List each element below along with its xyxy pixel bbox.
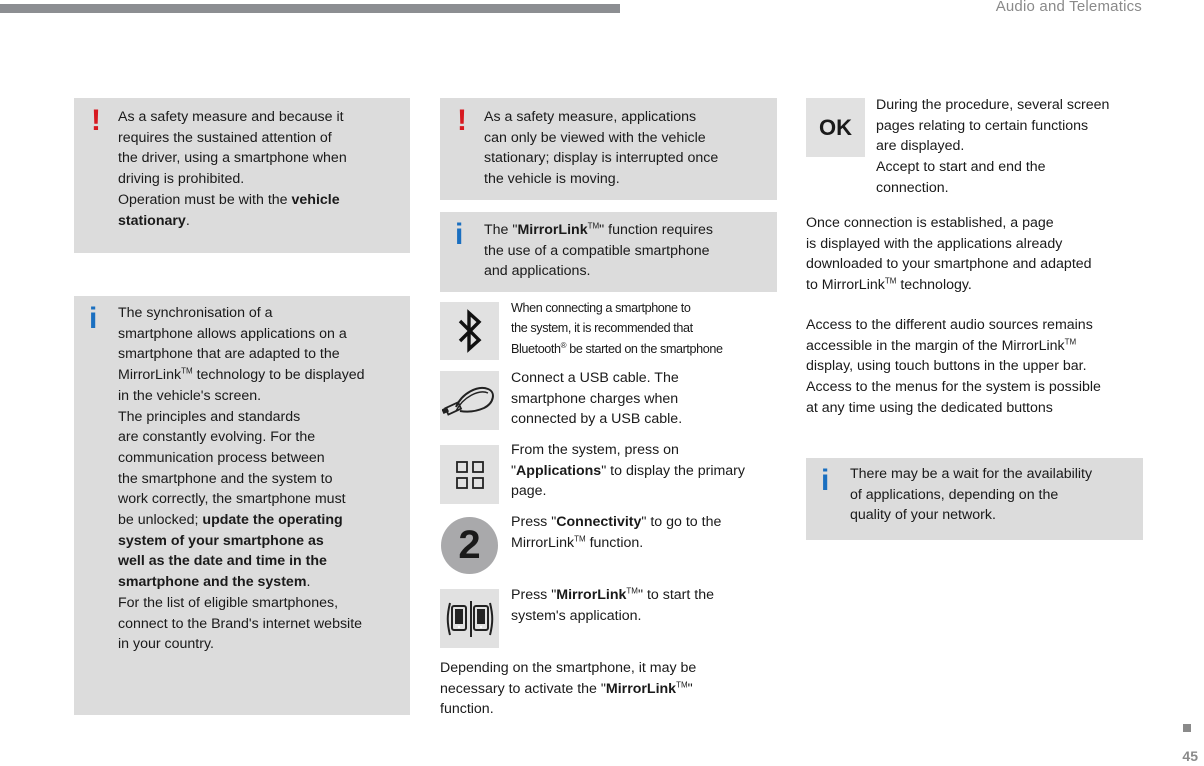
text-line: [440, 679, 780, 700]
text-line: From the system, press on: [511, 442, 679, 458]
warning-panel-driving: [74, 98, 410, 253]
trademark: TM: [587, 221, 600, 231]
info-panel-network: [806, 458, 1143, 540]
bluetooth-icon: [440, 302, 499, 360]
trademark: TM: [1064, 336, 1077, 346]
text-line: requires the sustained attention of: [118, 129, 332, 146]
info-icon: i: [89, 302, 98, 335]
registered-mark: ®: [560, 340, 567, 350]
text-line: downloaded to your smartphone and adapted: [806, 256, 1092, 273]
text-line: the use of a compatible smartphone: [484, 242, 710, 259]
text-line: the driver, using a smartphone when: [118, 150, 347, 167]
bold-text: system of your smartphone as: [118, 532, 324, 549]
text-run: technology to be displayed: [192, 367, 365, 384]
bold-text: well as the date and time in the: [118, 553, 327, 570]
trademark: TM: [181, 366, 193, 376]
ok-button-icon: [806, 98, 865, 157]
bold-text: stationary: [118, 212, 186, 229]
bold-text: MirrorLink: [517, 222, 588, 238]
trademark: TM: [676, 679, 688, 689]
header-bar: [0, 4, 620, 13]
text-line: [806, 275, 1146, 296]
text-run: accessible in the margin of the MirrorLink: [806, 337, 1065, 354]
text-line: is displayed with the applications already: [806, 235, 1063, 252]
text-line: When connecting a smartphone to: [511, 301, 691, 315]
step-number-icon: [441, 517, 498, 574]
text-line: Depending on the smartphone, it may be: [440, 660, 697, 676]
warning-stationary-text: [484, 107, 776, 190]
text-line: The synchronisation of a: [118, 305, 273, 321]
text-line: in the vehicle's screen.: [118, 387, 262, 404]
ok-label: OK: [819, 114, 852, 140]
info-compatibility-text: [484, 220, 776, 282]
text-line: stationary; display is interrupted once: [484, 150, 719, 167]
info-panel-compatibility: [440, 212, 777, 292]
text-run: ": [687, 680, 693, 697]
bold-text: MirrorLink: [556, 587, 627, 603]
text-line: Once connection is established, a page: [806, 215, 1054, 231]
text-line: [484, 220, 776, 241]
step-number: 2: [458, 523, 481, 567]
text-line: [511, 533, 721, 554]
text-line: [118, 572, 408, 593]
text-line: page.: [511, 483, 547, 500]
text-line: As a safety measure and because it: [118, 109, 344, 125]
text-line: smartphone allows applications on a: [118, 325, 347, 342]
text-run: Bluetooth: [511, 341, 561, 356]
text-line: connection.: [876, 179, 949, 196]
text-run: The ": [484, 222, 518, 238]
text-line: system's application.: [511, 607, 642, 624]
text-line: There may be a wait for the availability: [850, 466, 1093, 482]
text-line: are displayed.: [876, 138, 965, 155]
text-line: For the list of eligible smartphones,: [118, 594, 339, 611]
text-line: As a safety measure, applications: [484, 109, 697, 125]
section-title: Audio and Telematics: [995, 0, 1142, 15]
text-line: [118, 211, 408, 232]
text-run: to MirrorLink: [806, 277, 885, 294]
step-mirrorlink-text: [511, 585, 714, 626]
step-bluetooth-text: [511, 298, 723, 359]
text-run: Press ": [511, 514, 557, 530]
text-line: smartphone that are adapted to the: [118, 346, 340, 363]
text-line: at any time using the dedicated buttons: [806, 399, 1053, 416]
text-line: the system, it is recommended that: [511, 321, 693, 336]
info-icon: i: [821, 464, 830, 497]
applications-grid-icon: [440, 445, 499, 504]
bold-text: MirrorLink: [605, 680, 677, 697]
text-line: Access to the different audio sources remains: [806, 317, 1093, 333]
text-line: [118, 190, 408, 211]
mirrorlink-icon: [440, 589, 499, 648]
text-line: smartphone charges when: [511, 390, 679, 407]
step-usb-text: [511, 368, 682, 430]
text-run: " to start the: [637, 587, 714, 603]
text-line: [511, 585, 714, 606]
text-run: MirrorLink: [511, 534, 575, 551]
text-line: connect to the Brand's internet website: [118, 615, 363, 632]
trademark: TM: [884, 276, 897, 286]
text-line: [511, 461, 745, 482]
text-line: [806, 336, 1146, 357]
text-line: [118, 551, 408, 572]
warning-driving-text: [118, 107, 408, 231]
text-line: work correctly, the smartphone must: [118, 491, 346, 508]
text-line: driving is prohibited.: [118, 171, 245, 188]
page-marker: [1183, 724, 1191, 732]
text-line: [118, 531, 408, 552]
text-line: During the procedure, several screen: [876, 97, 1110, 113]
text-line: [118, 365, 408, 386]
text-line: communication process between: [118, 449, 325, 466]
text-line: are constantly evolving. For the: [118, 429, 316, 446]
text-line: The principles and standards: [118, 408, 301, 425]
info-icon: i: [455, 218, 464, 251]
info-panel-synchronisation: [74, 296, 410, 715]
step-connectivity-text: [511, 512, 721, 553]
text-line: [511, 512, 721, 533]
exclamation-icon: !: [457, 104, 467, 137]
text-line: Access to the menus for the system is possible: [806, 379, 1101, 396]
trademark: TM: [626, 586, 638, 596]
text-run: " to display the primary: [601, 462, 746, 479]
text-line: connected by a USB cable.: [511, 411, 683, 428]
text-run: function.: [585, 534, 644, 551]
text-line: Connect a USB cable. The: [511, 370, 679, 386]
text-line: [511, 339, 723, 359]
text-line: and applications.: [484, 263, 591, 280]
text-line: display, using touch buttons in the upper bar.: [806, 358, 1087, 375]
text-run: " function requires: [599, 222, 714, 238]
text-line: quality of your network.: [850, 507, 996, 524]
page-number: 45: [1182, 748, 1198, 764]
text-line: in your country.: [118, 636, 214, 653]
text-run: necessary to activate the ": [440, 680, 606, 697]
text-line: function.: [440, 701, 494, 718]
text-line: can only be viewed with the vehicle: [484, 129, 706, 146]
text-run: " to go to the: [641, 514, 722, 530]
text-run: be unlocked;: [118, 512, 203, 529]
step-applications-text: [511, 440, 745, 502]
bold-text: smartphone and the system: [118, 574, 307, 591]
info-network-text: [850, 464, 1142, 526]
info-synchronisation-text: [118, 303, 408, 655]
text-line: Accept to start and end the: [876, 159, 1046, 176]
text-run: Press ": [511, 587, 557, 603]
connection-established-text: [806, 213, 1146, 296]
text-run: be started on the smartphone: [566, 341, 723, 356]
text-line: the smartphone and the system to: [118, 470, 333, 487]
text-line: [118, 510, 408, 531]
usb-cable-icon: [440, 371, 499, 430]
text-run: .: [185, 212, 190, 229]
audio-sources-text: [806, 315, 1146, 419]
text-run: Operation must be with the: [118, 191, 292, 208]
text-line: of applications, depending on the: [850, 486, 1059, 503]
warning-panel-stationary: [440, 98, 777, 200]
trademark: TM: [574, 533, 586, 543]
bold-text: update the operating: [202, 512, 343, 529]
ok-procedure-text: [876, 95, 1156, 199]
bold-text: Applications: [516, 462, 602, 479]
text-run: technology.: [896, 277, 972, 294]
exclamation-icon: !: [91, 104, 101, 137]
text-run: ": [511, 462, 517, 479]
text-run: .: [306, 574, 311, 591]
bold-text: Connectivity: [556, 514, 642, 530]
activation-note: [440, 658, 780, 720]
text-line: the vehicle is moving.: [484, 171, 620, 188]
text-run: MirrorLink: [118, 367, 182, 384]
bold-text: vehicle: [291, 191, 340, 208]
text-line: pages relating to certain functions: [876, 117, 1089, 134]
